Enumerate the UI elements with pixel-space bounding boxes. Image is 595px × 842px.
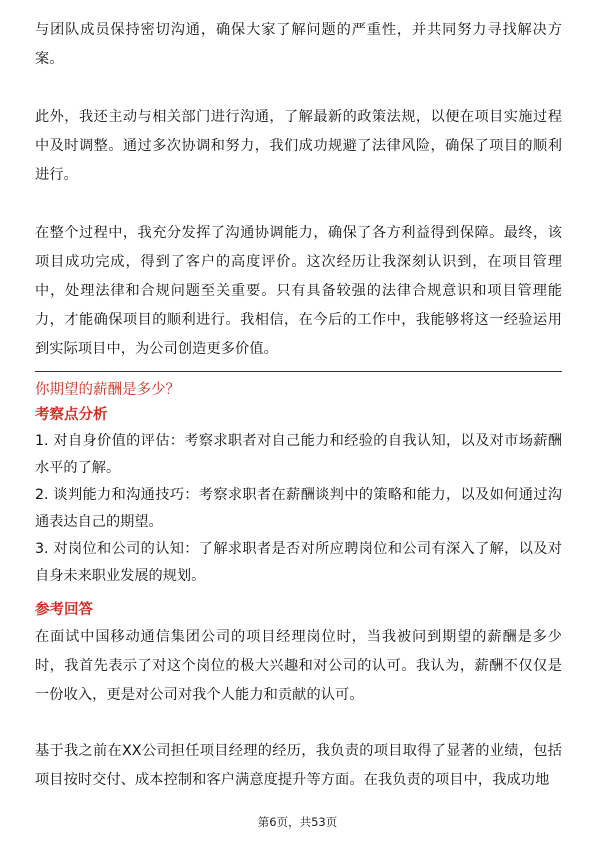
section-divider [35,371,562,372]
answer-paragraph-1: 在面试中国移动通信集团公司的项目经理岗位时，当我被问到期望的薪酬是多少时，我首先表示了对这个岗位的极大兴趣和对公司的认可。我认为，薪酬不仅仅是一份收入，更是对公司对我个人能力和贡献的认可。 [35,629,562,703]
analysis-item-2: 2. 谈判能力和沟通技巧：考察求职者在薪酬谈判中的策略和能力，以及如何通过沟通表达自己的期望。 [35,487,562,530]
intro-paragraph-3: 在整个过程中，我充分发挥了沟通协调能力，确保了各方利益得到保障。最终，该项目成功完成，得到了客户的高度评价。这次经历让我深刻认识到，在项目管理中，处理法律和合规问题至关重要。只有具备较强的法律合规意识和项目管理能力，才能确保项目的顺利进行。我相信，在今后的工作中，我能够将这一经验运用到实际项目中，为公司创造更多价值。 [35,225,562,357]
answer-title: 参考回答 [35,602,93,618]
paragraph-gap [35,74,562,103]
intro-paragraph-2: 此外，我还主动与相关部门进行沟通，了解最新的政策法规，以便在项目实施过程中及时调整。通过多次协调和努力，我们成功规避了法律风险，确保了项目的顺利进行。 [35,109,562,183]
analysis-title: 考察点分析 [35,407,108,423]
intro-paragraph-1: 与团队成员保持密切沟通，确保大家了解问题的严重性，并共同努力寻找解决方案。 [35,22,562,67]
section-gap [35,590,562,598]
question-heading: 你期望的薪酬是多少？ [35,382,180,398]
page-number-footer: 第6页，共53页 [257,815,338,829]
analysis-item-3: 3. 对岗位和公司的认知：了解求职者是否对所应聘岗位和公司有深入了解，以及对自身未来职业发展的规划。 [35,541,562,584]
document-page [35,16,562,795]
paragraph-gap [35,190,562,219]
analysis-item-1: 1. 对自身价值的评估：考察求职者对自己能力和经验的自我认知，以及对市场薪酬水平的了解。 [35,433,562,476]
answer-paragraph-2: 基于我之前在XX公司担任项目经理的经历，我负责的项目取得了显著的业绩，包括项目按时交付、成本控制和客户满意度提升等方面。在我负责的项目中，我成功地 [35,743,562,788]
paragraph-gap [35,710,562,737]
